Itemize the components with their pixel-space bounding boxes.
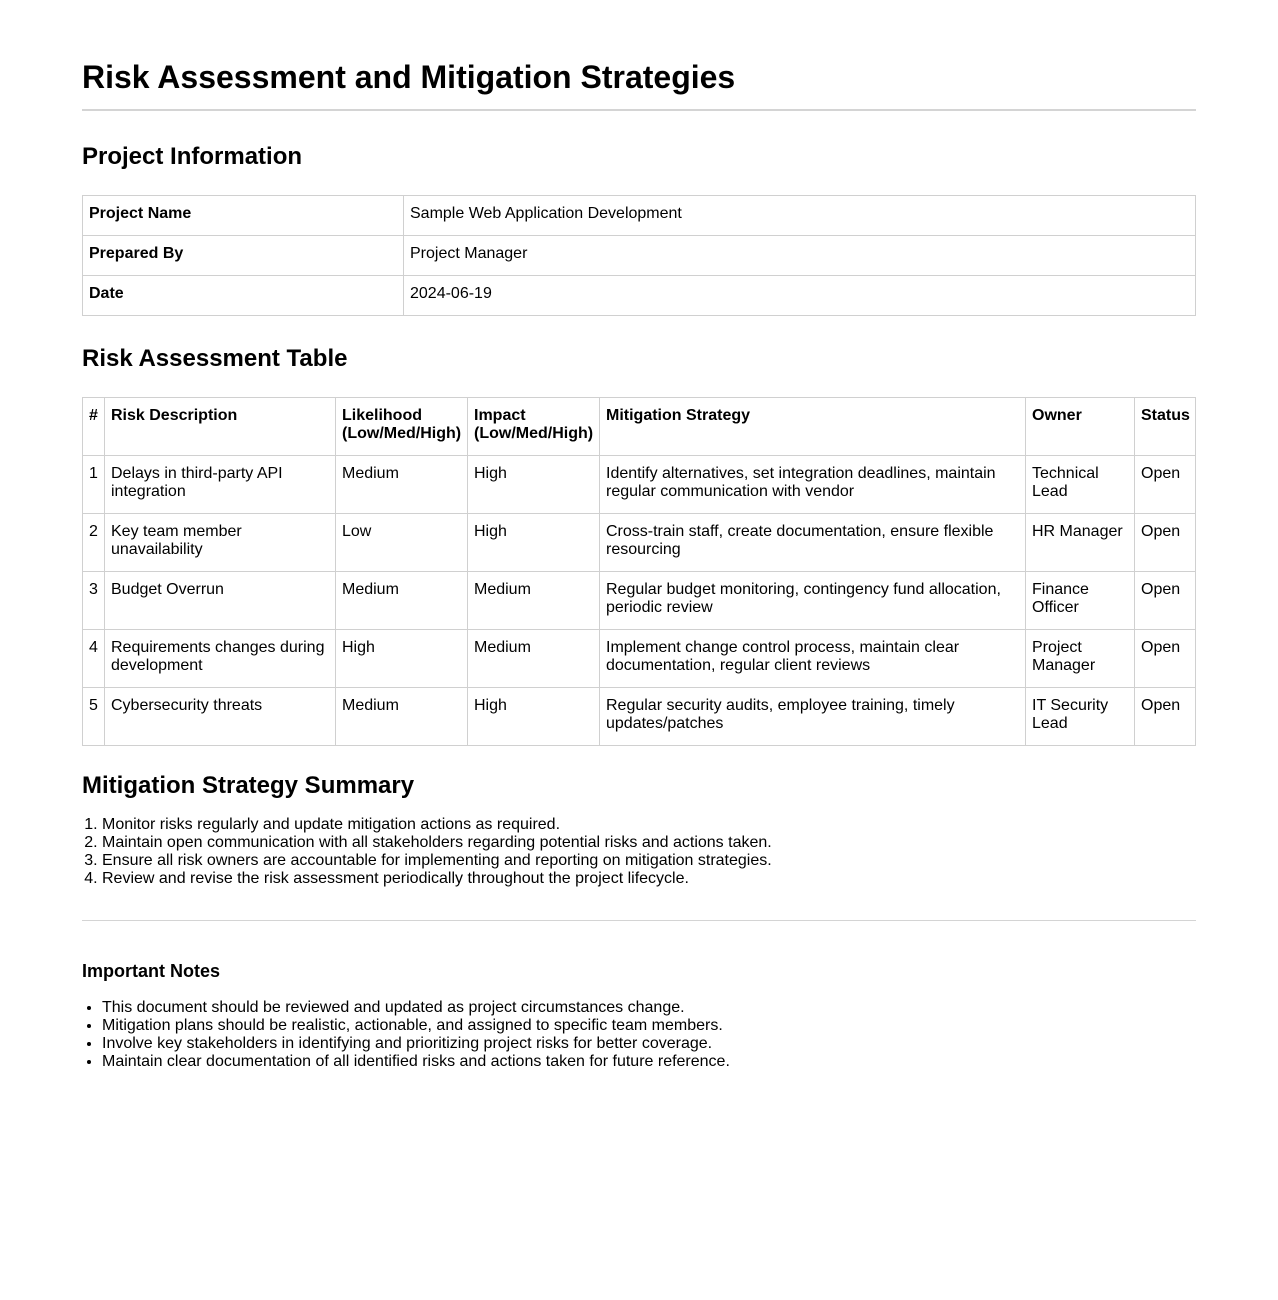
column-header: Impact (Low/Med/High): [468, 398, 600, 456]
column-header: Mitigation Strategy: [600, 398, 1026, 456]
list-item: 4. Review and revise the risk assessment periodically throughout the project lifecycle.: [102, 870, 772, 888]
project-info-table: [82, 195, 1196, 316]
table-row: [83, 276, 1196, 316]
list-item: 1. Monitor risks regularly and update mitigation actions as required.: [102, 816, 772, 834]
risk-impact: High: [468, 456, 600, 514]
risk-mitigation: Regular security audits, employee training, timely updates/patches: [600, 688, 1026, 746]
risk-status: Open: [1135, 630, 1196, 688]
risk-number: 4: [83, 630, 105, 688]
notes-list: [82, 999, 730, 1071]
risk-number: 5: [83, 688, 105, 746]
page-title: Risk Assessment and Mitigation Strategies: [82, 59, 736, 95]
risk-status: Open: [1135, 688, 1196, 746]
risk-impact: High: [468, 514, 600, 572]
risk-number: 3: [83, 572, 105, 630]
risk-likelihood: Low: [336, 514, 468, 572]
list-item: 2. Maintain open communication with all stakeholders regarding potential risks and actions taken.: [102, 834, 772, 852]
table-row: [83, 236, 1196, 276]
column-header: #: [83, 398, 105, 456]
risk-description: Cybersecurity threats: [105, 688, 336, 746]
risk-mitigation: Regular budget monitoring, contingency fund allocation, periodic review: [600, 572, 1026, 630]
table-row: [83, 514, 1196, 572]
info-label: Prepared By: [83, 236, 404, 276]
table-row: [83, 196, 1196, 236]
project-info-heading: Project Information: [82, 143, 303, 170]
section-divider: [82, 920, 1196, 921]
risk-impact: Medium: [468, 572, 600, 630]
risk-number: 2: [83, 514, 105, 572]
risk-owner: HR Manager: [1026, 514, 1135, 572]
risk-likelihood: Medium: [336, 572, 468, 630]
column-header: Owner: [1026, 398, 1135, 456]
risk-status: Open: [1135, 456, 1196, 514]
table-row: [83, 630, 1196, 688]
risk-description: Delays in third-party API integration: [105, 456, 336, 514]
risk-mitigation: Identify alternatives, set integration deadlines, maintain regular communication with vendor: [600, 456, 1026, 514]
list-item: 3. Ensure all risk owners are accountable for implementing and reporting on mitigation strategies.: [102, 852, 772, 870]
notes-heading: Important Notes: [82, 961, 221, 981]
risk-mitigation: Cross-train staff, create documentation, ensure flexible resourcing: [600, 514, 1026, 572]
table-header-row: [83, 398, 1196, 456]
risk-description: Requirements changes during development: [105, 630, 336, 688]
risk-status: Open: [1135, 514, 1196, 572]
column-header: Likelihood (Low/Med/High): [336, 398, 468, 456]
list-item: • Involve key stakeholders in identifying and prioritizing project risks for better coverage.: [102, 1035, 730, 1053]
table-row: [83, 572, 1196, 630]
risk-owner: Technical Lead: [1026, 456, 1135, 514]
risk-description: Budget Overrun: [105, 572, 336, 630]
info-label: Date: [83, 276, 404, 316]
risk-likelihood: Medium: [336, 456, 468, 514]
risk-table-heading: Risk Assessment Table: [82, 345, 348, 372]
list-item: • This document should be reviewed and updated as project circumstances change.: [102, 999, 730, 1017]
summary-heading: Mitigation Strategy Summary: [82, 772, 415, 799]
column-header: Status: [1135, 398, 1196, 456]
info-value: Project Manager: [404, 236, 1196, 276]
risk-number: 1: [83, 456, 105, 514]
risk-owner: IT Security Lead: [1026, 688, 1135, 746]
info-value: Sample Web Application Development: [404, 196, 1196, 236]
risk-description: Key team member unavailability: [105, 514, 336, 572]
risk-owner: Finance Officer: [1026, 572, 1135, 630]
column-header: Risk Description: [105, 398, 336, 456]
risk-mitigation: Implement change control process, maintain clear documentation, regular client reviews: [600, 630, 1026, 688]
list-item: • Mitigation plans should be realistic, actionable, and assigned to specific team members.: [102, 1017, 730, 1035]
risk-owner: Project Manager: [1026, 630, 1135, 688]
risk-impact: High: [468, 688, 600, 746]
risk-likelihood: Medium: [336, 688, 468, 746]
title-divider: [82, 109, 1196, 111]
risk-status: Open: [1135, 572, 1196, 630]
risk-impact: Medium: [468, 630, 600, 688]
list-item: • Maintain clear documentation of all identified risks and actions taken for future reference.: [102, 1053, 730, 1071]
info-label: Project Name: [83, 196, 404, 236]
risk-likelihood: High: [336, 630, 468, 688]
table-row: [83, 688, 1196, 746]
summary-list: [82, 816, 772, 888]
table-row: [83, 456, 1196, 514]
risk-assessment-table: [82, 397, 1196, 746]
info-value: 2024-06-19: [404, 276, 1196, 316]
